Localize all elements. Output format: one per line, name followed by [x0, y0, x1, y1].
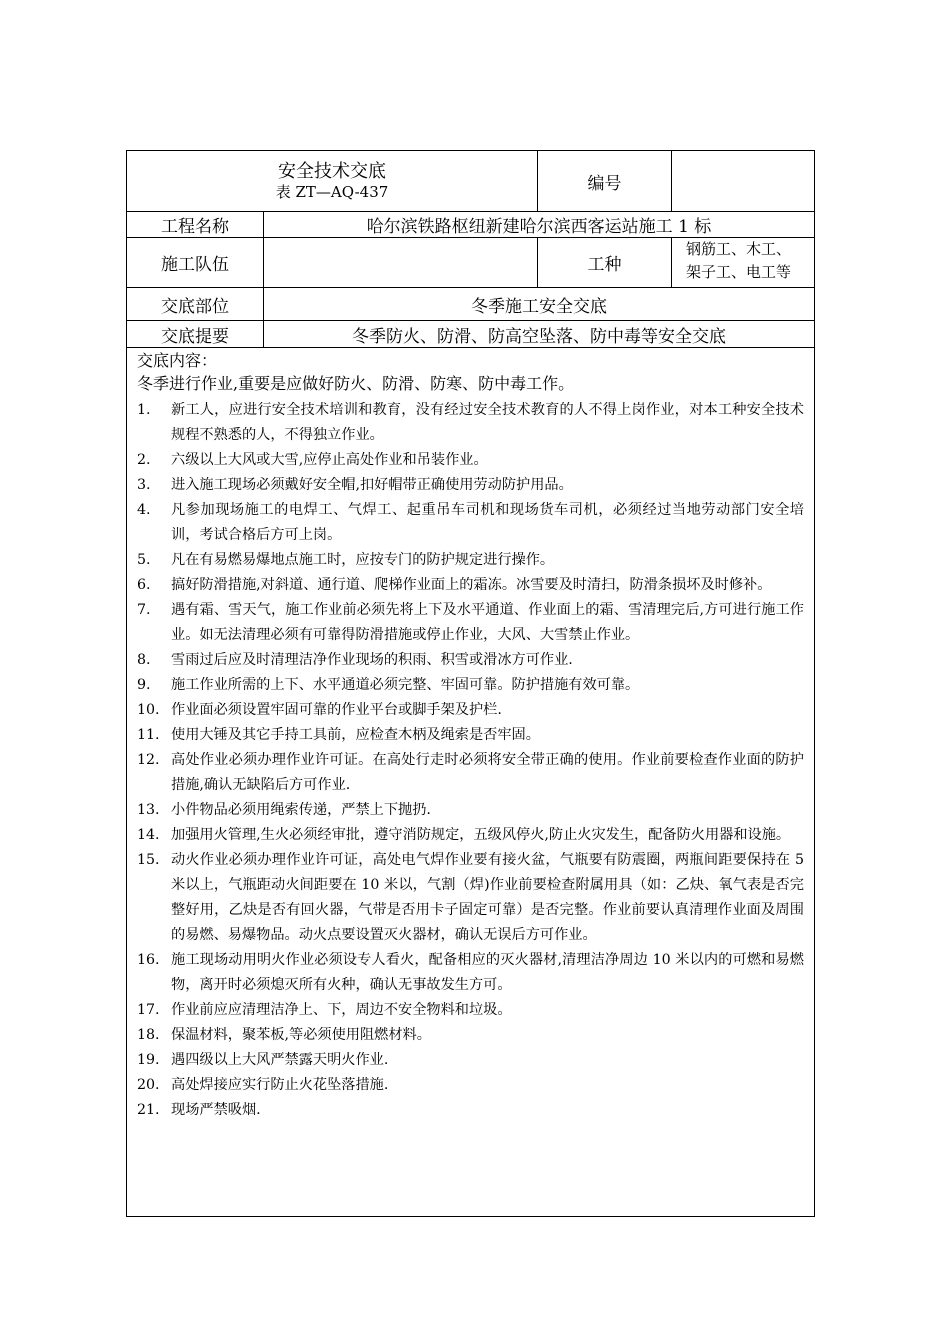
safety-briefing-form: [126, 150, 815, 1217]
item-text: 新工人，应进行安全技术培训和教育，没有经过安全技术教育的人不得上岗作业，对本工种安全技术规程不熟悉的人，不得独立作业。: [171, 402, 804, 443]
part-label: 交底部位: [161, 296, 229, 317]
item-number: 17.: [137, 1002, 160, 1018]
list-item: [137, 548, 804, 573]
team-value: [263, 238, 537, 287]
item-text: 遇有霜、雪天气，施工作业前必须先将上下及水平通道、作业面上的霜、雪清理完后,方可进行施工作业。如无法清理必须有可靠得防滑措施或停止作业，大风、大雪禁止作业。: [171, 602, 804, 643]
briefing-content: [127, 348, 814, 1216]
item-number: 8.: [137, 652, 151, 668]
list-item: [137, 1073, 804, 1098]
trade-line-1: 钢筋工、木工、: [686, 240, 792, 258]
item-text: 动火作业必须办理作业许可证，高处电气焊作业要有接火盆，气瓶要有防震圈，两瓶间距要保持在 5 米以上，气瓶距动火间距要在 10 米以，气割（焊)作业前要检查附属用具（如：乙炔、氧气表是否完整好用，乙炔是否有回火器，气带是否用卡子固定可靠）是否完整。作业前要认真清理作业面及周围的易燃、易爆物品。动火点要设置灭火器材，确认无误后方可作业。: [171, 852, 804, 943]
list-item: [137, 1048, 804, 1073]
item-text: 高处作业必须办理作业许可证。在高处行走时必须将安全带正确的使用。作业前要检查作业面的防护措施,确认无缺陷后方可作业.: [171, 752, 804, 793]
list-item: [137, 598, 804, 648]
item-text: 作业面必须设置牢固可靠的作业平台或脚手架及护栏.: [171, 702, 502, 718]
project-value: 哈尔滨铁路枢纽新建哈尔滨西客运站施工 1 标: [263, 212, 814, 237]
item-number: 5.: [137, 552, 151, 568]
item-number: 9.: [137, 677, 151, 693]
team-label: 施工队伍: [161, 255, 229, 275]
item-number: 20.: [137, 1077, 160, 1093]
item-number: 1.: [137, 402, 151, 418]
list-item: [137, 673, 804, 698]
item-number: 7.: [137, 602, 151, 618]
item-text: 小件物品必须用绳索传递，严禁上下抛扔.: [171, 802, 431, 818]
list-item: [137, 1023, 804, 1048]
item-text: 雪雨过后应及时清理洁净作业现场的积雨、积雪或滑冰方可作业.: [171, 652, 573, 668]
project-label: 工程名称: [161, 217, 229, 237]
item-text: 使用大锤及其它手持工具前，应检查木柄及绳索是否牢固。: [171, 727, 540, 743]
item-text: 进入施工现场必须戴好安全帽,扣好帽带正确使用劳动防护用品。: [171, 477, 573, 493]
list-item: [137, 648, 804, 673]
item-number: 4.: [137, 502, 151, 518]
content-intro: 冬季进行作业,重要是应做好防火、防滑、防寒、防中毒工作。: [137, 374, 575, 393]
item-number: 6.: [137, 577, 151, 593]
item-number: 11.: [137, 727, 160, 743]
list-item: [137, 573, 804, 598]
item-number: 2.: [137, 452, 151, 468]
part-value: 冬季施工安全交底: [263, 288, 814, 320]
summary-label: 交底提要: [161, 326, 229, 347]
item-number: 12.: [137, 752, 160, 768]
list-item: [137, 698, 804, 723]
item-text: 现场严禁吸烟.: [171, 1102, 261, 1118]
list-item: [137, 448, 804, 473]
number-value: [671, 151, 814, 211]
summary-row: [127, 321, 814, 348]
list-item: [137, 1098, 804, 1123]
item-text: 保温材料，聚苯板,等必须使用阻燃材料。: [171, 1027, 431, 1043]
list-item: [137, 998, 804, 1023]
item-text: 作业前应应清理洁净上、下，周边不安全物料和垃圾。: [171, 1002, 512, 1018]
item-text: 搞好防滑措施,对斜道、通行道、爬梯作业面上的霜冻。冰雪要及时清扫，防滑条损坏及时修补。: [171, 577, 772, 593]
item-text: 六级以上大风或大雪,应停止高处作业和吊装作业。: [171, 452, 488, 468]
item-text: 施工作业所需的上下、水平通道必须完整、牢固可靠。防护措施有效可靠。: [171, 677, 640, 693]
briefing-item-list: [137, 398, 804, 1123]
item-text: 施工现场动用明火作业必须设专人看火，配备相应的灭火器材,清理洁净周边 10 米以内的可燃和易燃物，离开时必须熄灭所有火种，确认无事故发生方可。: [171, 952, 804, 993]
form-code: 表 ZT—AQ-437: [275, 183, 389, 201]
list-item: [137, 748, 804, 798]
list-item: [137, 723, 804, 748]
part-row: [127, 288, 814, 321]
title-cell: [127, 151, 537, 211]
item-text: 高处焊接应实行防止火花坠落措施.: [171, 1077, 389, 1093]
trade-label: 工种: [537, 238, 671, 287]
number-label: 编号: [537, 151, 671, 211]
list-item: [137, 848, 804, 948]
item-number: 10.: [137, 702, 160, 718]
list-item: [137, 823, 804, 848]
team-row: [127, 238, 814, 288]
content-heading: 交底内容：: [137, 351, 218, 370]
list-item: [137, 948, 804, 998]
item-text: 加强用火管理,生火必须经审批，遵守消防规定，五级风停火,防止火灾发生，配备防火用器和设施。: [171, 827, 791, 843]
header-row: [127, 151, 814, 212]
item-number: 13.: [137, 802, 160, 818]
form-title: 安全技术交底: [278, 161, 386, 182]
item-text: 遇四级以上大风严禁露天明火作业.: [171, 1052, 389, 1068]
list-item: [137, 398, 804, 448]
list-item: [137, 798, 804, 823]
trade-value: [671, 238, 814, 287]
project-row: [127, 212, 814, 238]
item-number: 16.: [137, 952, 160, 968]
trade-line-2: 架子工、电工等: [686, 263, 792, 281]
item-number: 3.: [137, 477, 151, 493]
item-number: 19.: [137, 1052, 160, 1068]
item-number: 18.: [137, 1027, 160, 1043]
item-text: 凡在有易燃易爆地点施工时，应按专门的防护规定进行操作。: [171, 552, 555, 568]
list-item: [137, 498, 804, 548]
item-number: 14.: [137, 827, 160, 843]
item-number: 21.: [137, 1102, 160, 1118]
item-text: 凡参加现场施工的电焊工、气焊工、起重吊车司机和现场货车司机，必须经过当地劳动部门安全培训，考试合格后方可上岗。: [171, 502, 804, 543]
summary-value: 冬季防火、防滑、防高空坠落、防中毒等安全交底: [263, 321, 814, 347]
list-item: [137, 473, 804, 498]
item-number: 15.: [137, 852, 160, 868]
